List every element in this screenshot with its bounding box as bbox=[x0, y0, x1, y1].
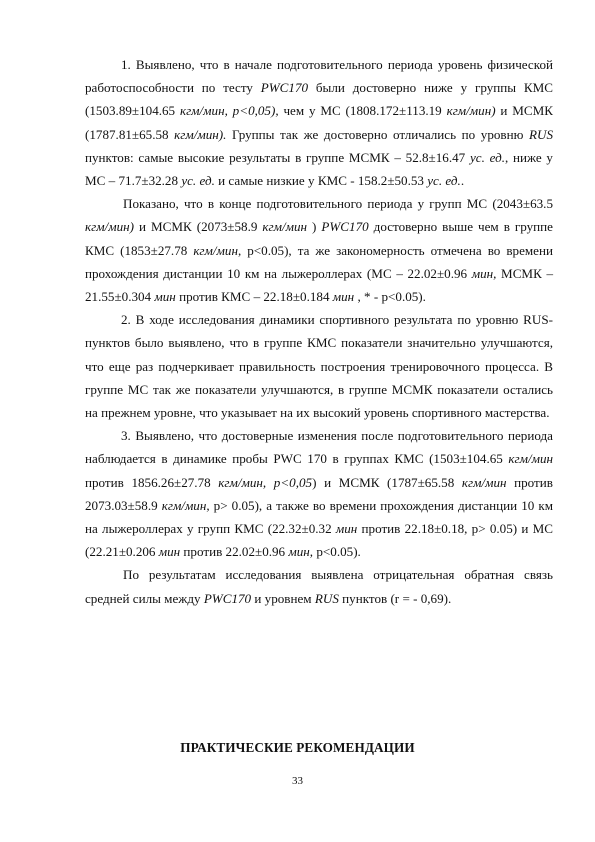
text-run: кгм/мин bbox=[262, 219, 308, 235]
text-run: ус. ед. bbox=[427, 173, 461, 189]
text-run: кгм/мин, p<0,05), bbox=[179, 103, 279, 119]
paragraph-5 bbox=[85, 563, 553, 609]
text-run: кгм/мин, bbox=[161, 497, 210, 513]
text-run: , p<0.05), та же закономерность отмечена во времени прохождения дистанции 10 км на лыжероллерах (МС – 22.02±0.96 bbox=[85, 242, 554, 281]
text-run: МСМК – 21.55±0.304 bbox=[85, 265, 553, 305]
text-run: ) bbox=[307, 219, 322, 235]
text-run: кгм/мин bbox=[461, 474, 507, 490]
text-run: мин bbox=[154, 289, 176, 305]
text-run: мин bbox=[158, 544, 181, 560]
text-run: RUS bbox=[528, 126, 553, 142]
text-run: ус. ед. bbox=[469, 149, 505, 165]
text-run: 3. Выявлено, что достоверные изменения после подготовительного периода наблюдается в динамике пробы PWC 170 в группах КМС (1503±104.65 bbox=[85, 428, 553, 467]
text-run: чем у МС (1808.172±113.19 bbox=[278, 103, 447, 119]
text-run: были достоверно ниже у группы КМС (1503.89±104.65 bbox=[85, 80, 553, 119]
text-run: и самые низкие у КМС - 158.2±50.53 bbox=[214, 173, 428, 189]
text-run: Группы так же достоверно отличались по уровню bbox=[226, 126, 529, 142]
text-run: пунктов: самые высокие результаты в группе МСМК – 52.8±16.47 bbox=[85, 149, 470, 165]
text-run: мин, bbox=[288, 544, 314, 560]
text-run: . bbox=[460, 173, 465, 189]
paragraph-4 bbox=[85, 424, 553, 563]
text-run: против КМС – 22.18±0.184 bbox=[175, 289, 333, 305]
text-run: Показано, что в конце подготовительного периода у групп МС (2043±63.5 bbox=[123, 196, 553, 212]
text-run: и уровнем bbox=[251, 590, 315, 606]
text-run: PWC170 bbox=[260, 80, 309, 96]
text-run: против 2073.03±58.9 bbox=[85, 474, 553, 513]
text-run: мин, bbox=[471, 265, 497, 281]
text-run: 1. Выявлено, что в начале подготовительного периода уровень физической работоспособности по тесту bbox=[85, 57, 553, 96]
text-run: пунктов (r = - 0,69). bbox=[338, 590, 452, 606]
text-run: и МСМК (1787.81±65.58 bbox=[85, 103, 554, 142]
text-run: , * - p<0.05). bbox=[354, 289, 426, 305]
text-run: PWC170 bbox=[321, 219, 369, 235]
paragraph-1 bbox=[85, 53, 553, 192]
text-run: RUS bbox=[314, 590, 339, 606]
text-run: p<0.05). bbox=[313, 544, 361, 560]
text-run: и МСМК (2073±58.9 bbox=[134, 219, 263, 235]
text-run: против 22.02±0.96 bbox=[180, 544, 289, 560]
text-run: кгм/мин) bbox=[85, 219, 134, 235]
text-run: PWC170 bbox=[203, 590, 252, 606]
text-run: достоверно выше чем в группе КМС (1853±27.78 bbox=[85, 219, 553, 258]
text-run: кгм/мин bbox=[508, 451, 553, 467]
text-run: кгм/мин) bbox=[446, 103, 496, 119]
text-run: кгм/мин). bbox=[174, 126, 227, 142]
text-run: , ниже у МС – 71.7±32.28 bbox=[85, 149, 553, 189]
text-run: мин bbox=[332, 289, 355, 305]
text-run: кгм/мин bbox=[193, 242, 238, 258]
paragraph-3 bbox=[85, 308, 553, 424]
text-run: По результатам исследования выявлена отрицательная обратная связь средней силы между bbox=[85, 567, 553, 606]
text-run: 2. В ходе исследования динамики спортивного результата по уровню RUS-пунктов было выявлено, что в группе КМС показатели значительно улучшаются, что еще раз подчеркивает правильность построения тренировочного процесса. В группе МС так же показатели улучшаются, в группе МСМК показатели остались на прежнем уровне, что указывает на их высокий уровень спортивного мастерства. bbox=[85, 312, 553, 421]
paragraph-2 bbox=[85, 192, 553, 308]
text-run: ) и МСМК (1787±65.58 bbox=[312, 474, 462, 490]
text-run: мин bbox=[335, 521, 358, 537]
document-body bbox=[85, 53, 553, 610]
page-number: 33 bbox=[292, 775, 303, 787]
text-run: против 22.18±0.18, p> 0.05) и МС (22.21±0.206 bbox=[85, 521, 553, 560]
section-heading: ПРАКТИЧЕСКИЕ РЕКОМЕНДАЦИИ bbox=[180, 740, 415, 755]
text-run: кгм/мин, p<0,05 bbox=[218, 474, 313, 490]
text-run: против 1856.26±27.78 bbox=[85, 474, 219, 490]
text-run: ус. ед. bbox=[181, 173, 215, 189]
text-run: p> 0.05), а также во времени прохождения дистанции 10 км на лыжероллерах у групп КМС (22.32±0.32 bbox=[85, 497, 553, 537]
